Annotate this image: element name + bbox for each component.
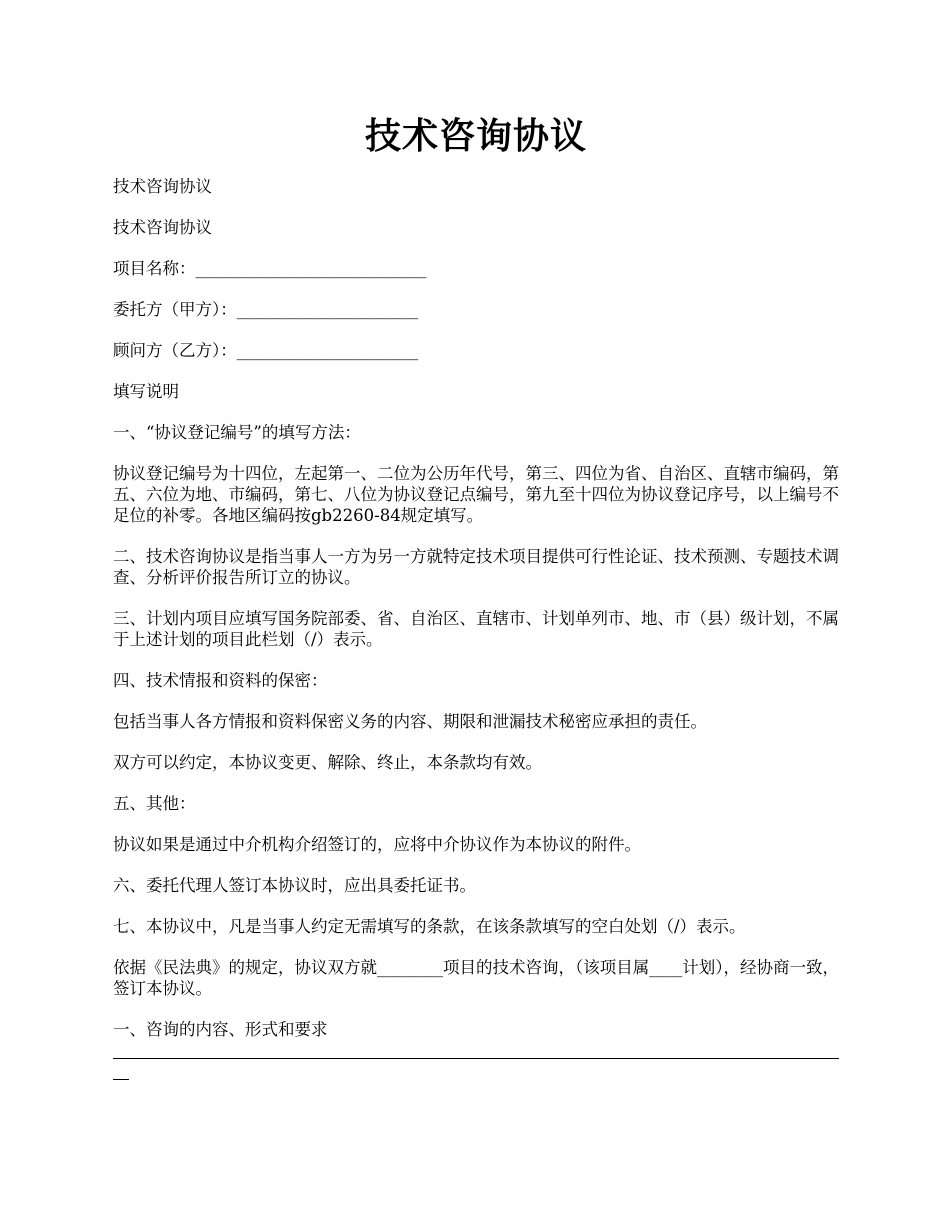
document-title: 技术咨询协议 [364,115,587,157]
subtitle-line-2: 技术咨询协议 [113,218,212,237]
instruction-1-body: 协议登记编号为十四位，左起第一、二位为公历年代号，第三、四位为省、自治区、直辖市编码，第五、六位为地、市编码，第七、八位为协议登记点编号，第九至十四位为协议登记序号，以上编号不足位的补零。各地区编码按gb2260-84规定填写。 [113,464,839,525]
instruction-3: 三、计划内项目应填写国务院部委、省、自治区、直辖市、计划单列市、地、市（县）级计划，不属于上述计划的项目此栏划（/）表示。 [113,609,839,649]
instruction-4-heading: 四、技术情报和资料的保密： [113,671,328,690]
project-name-field: 项目名称：____________________________ [113,259,427,278]
fill-in-line-continuation [113,1079,129,1080]
client-party-field: 委托方（甲方）：______________________ [113,300,419,319]
instructions-heading: 填写说明 [113,382,179,401]
instruction-4-body: 包括当事人各方情报和资料保密义务的内容、期限和泄漏技术秘密应承担的责任。 [113,712,707,731]
document-page [113,110,839,1080]
instruction-5-body: 协议如果是通过中介机构介绍签订的，应将中介协议作为本协议的附件。 [113,835,641,854]
fill-in-line [113,1058,839,1059]
section-1-heading: 一、咨询的内容、形式和要求 [113,1020,328,1039]
instruction-7: 七、本协议中，凡是当事人约定无需填写的条款，在该条款填写的空白处划（/）表示。 [113,917,746,936]
agreement-preamble: 依据《民法典》的规定，协议双方就________项目的技术咨询，（该项目属____计划），经协商一致，签订本协议。 [113,958,839,998]
instruction-2: 二、技术咨询协议是指当事人一方为另一方就特定技术项目提供可行性论证、技术预测、专题技术调查、分析评价报告所订立的协议。 [113,547,839,587]
instruction-5-heading: 五、其他： [113,794,196,813]
consultant-party-field: 顾问方（乙方）：______________________ [113,341,419,360]
subtitle-line-1: 技术咨询协议 [113,177,212,196]
instruction-4-note: 双方可以约定，本协议变更、解除、终止，本条款均有效。 [113,753,542,772]
instruction-6: 六、委托代理人签订本协议时，应出具委托证书。 [113,876,476,895]
instruction-1-heading: 一、“协议登记编号”的填写方法： [113,423,361,442]
